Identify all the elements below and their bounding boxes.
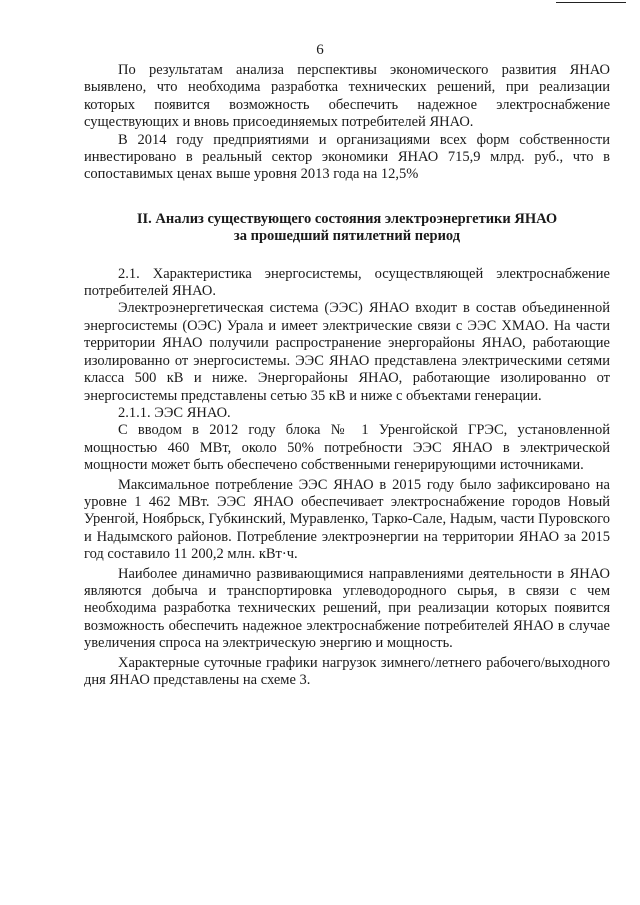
paragraph-max-consumption: Максимальное потребление ЭЭС ЯНАО в 2015 году было зафиксировано на уровне 1 462 МВт. ЭЭС ЯНАО обеспечивает электроснабжение городов Новый Уренгой, Ноябрьск, Губкинский, Муравленко, Тарко-Сале, Надым, части Пуровского и Надымского районов. Потребление электроэнергии на территории ЯНАО за 2015 год составило 11 200,2 млн. кВт·ч.: [84, 476, 610, 563]
paragraph-analysis-results: По результатам анализа перспективы экономического развития ЯНАО выявлено, что необходима разработка технических решений, при реализации которых появится возможность обеспечить надежное электроснабжение существующих и вновь присоединяемых потребителей ЯНАО.: [84, 62, 610, 131]
page-number: 6: [316, 42, 324, 58]
paragraph-development-directions: Наиболее динамично развивающимися направлениями деятельности в ЯНАО являются добыча и транспортировка углеводородного сырья, в связи с чем необходима разработка технических решений, при реализации которых появится возможность обеспечить надежное электроснабжение потребителей ЯНАО в случае увеличения спроса на электрическую энергию и мощность.: [84, 565, 610, 652]
paragraph-load-schedules: Характерные суточные графики нагрузок зимнего/летнего рабочего/выходного дня ЯНАО представлены на схеме 3.: [84, 654, 610, 688]
section-heading: [84, 211, 610, 246]
section-heading-line-1: II. Анализ существующего состояния электроэнергетики ЯНАО: [136, 210, 558, 227]
paragraph-investment: В 2014 году предприятиями и организациями всех форм собственности инвестировано в реальный сектор экономики ЯНАО 715,9 млрд. руб., что в сопоставимых ценах выше уровня 2013 года на 12,5%: [84, 131, 610, 183]
paragraph-subsection-2-1-1: 2.1.1. ЭЭС ЯНАО.: [118, 404, 231, 421]
section-heading-line-2: за прошедший пятилетний период: [233, 228, 461, 245]
paragraph-ees-description: Электроэнергетическая система (ЭЭС) ЯНАО входит в состав объединенной энергосистемы (ОЭС) Урала и имеет электрические связи с ЭЭС ХМАО. На части территории ЯНАО получили распространение энергорайоны ЯНАО, работающие изолированно от энергосистемы. ЭЭС ЯНАО представлена электрическими сетями класса 500 кВ и ниже. Энергорайоны ЯНАО, работающие изолированно от энергосистемы представлены сетью 35 кВ и ниже с объектами генерации.: [84, 300, 610, 404]
paragraph-subsection-2-1: 2.1. Характеристика энергосистемы, осуществляющей электроснабжение потребителей ЯНАО.: [84, 265, 610, 300]
paragraph-urengoy-gres: С вводом в 2012 году блока № 1 Уренгойской ГРЭС, установленной мощностью 460 МВт, около 50% потребности ЭЭС ЯНАО в электрической мощности может быть обеспечено собственными генерирующими источниками.: [84, 422, 610, 474]
corner-rule: [556, 2, 626, 3]
document-body: [84, 62, 610, 689]
